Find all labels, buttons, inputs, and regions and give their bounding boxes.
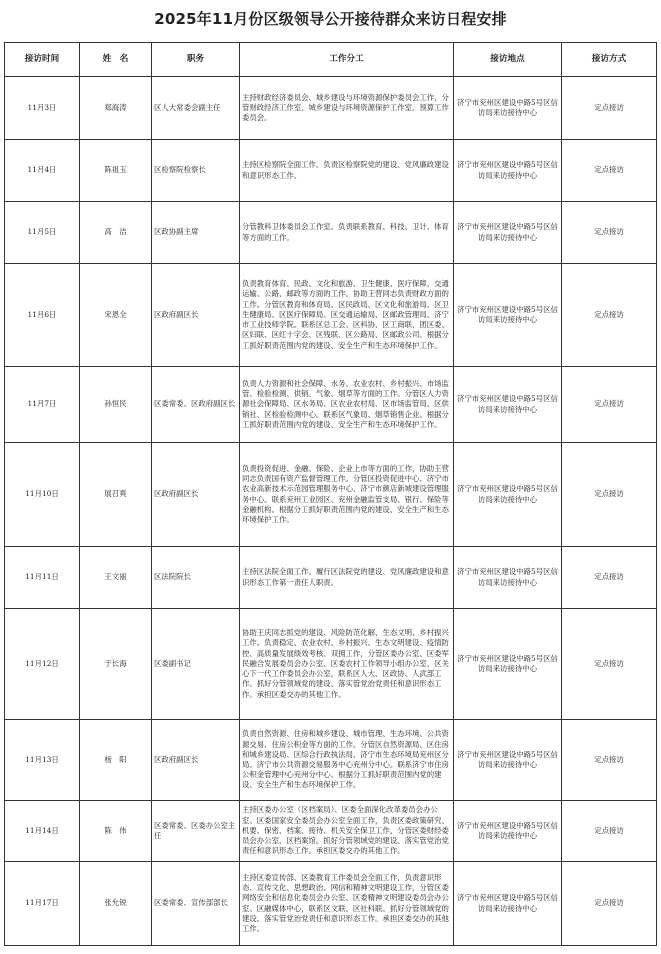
- cell-name: 于长海: [80, 609, 152, 720]
- cell-place: 济宁市兖州区建设中路5号区信访局来访接待中心: [454, 443, 562, 547]
- cell-date: 11月13日: [5, 720, 80, 801]
- cell-duty: 主持区检察院全面工作。负责区检察院党的建设、党风廉政建设和意识形态工作。: [240, 140, 454, 202]
- cell-date: 11月12日: [5, 609, 80, 720]
- cell-method: 定点接访: [562, 367, 657, 443]
- cell-place: 济宁市兖州区建设中路5号区信访局来访接待中心: [454, 720, 562, 801]
- cell-date: 11月3日: [5, 77, 80, 140]
- cell-method: 定点接访: [562, 443, 657, 547]
- cell-name: 张允锐: [80, 862, 152, 946]
- cell-post: 区委常委、区政府副区长: [152, 367, 240, 443]
- table-row: [5, 140, 657, 202]
- schedule-table: [4, 42, 657, 946]
- cell-duty: 负责投资促进、金融、保险、企业上市等方面的工作，协助王营同志负责国有资产监督管理工作。分管区投资促进中心、济宁市农业高新技术示范园管理服务中心、济宁市颜店新城建设管理服务中心。联系兖州工业园区、兖州金融监管支局、银行、保险等金融机构。根据分工抓好职责范围内党的建设、安全生产和生态环境保护工作。: [240, 443, 454, 547]
- table-row: [5, 443, 657, 547]
- table-row: [5, 202, 657, 264]
- cell-name: 陈祖玉: [80, 140, 152, 202]
- cell-date: 11月5日: [5, 202, 80, 264]
- cell-post: 区政府副区长: [152, 443, 240, 547]
- cell-place: 济宁市兖州区建设中路5号区信访局来访接待中心: [454, 609, 562, 720]
- cell-name: 宋恩全: [80, 264, 152, 367]
- table-row: [5, 862, 657, 946]
- cell-name: 杨 阳: [80, 720, 152, 801]
- cell-duty: 主持区法院全面工作。履行区法院党的建设、党风廉政建设和意识形态工作第一责任人职责。: [240, 547, 454, 609]
- cell-place: 济宁市兖州区建设中路5号区信访局来访接待中心: [454, 77, 562, 140]
- cell-post: 区政府副区长: [152, 720, 240, 801]
- cell-duty: 负责人力资源和社会保障、水务、农业农村、乡村振兴、市场监管、检验检测、供销、气象、烟草等方面的工作。分管区人力资源社会保障局、区水务局、区农业农村局、区市场监管局、区供销社、区检验检测中心。联系区气象局、烟草销售企业。根据分工抓好职责范围内党的建设、安全生产和生态环境保护工作。: [240, 367, 454, 443]
- page-title: 2025年11月份区级领导公开接待群众来访日程安排: [154, 10, 507, 28]
- cell-method: 定点接访: [562, 202, 657, 264]
- cell-date: 11月10日: [5, 443, 80, 547]
- header-place: 接访地点: [454, 43, 562, 77]
- cell-place: 济宁市兖州区建设中路5号区信访局来访接待中心: [454, 140, 562, 202]
- cell-post: 区检察院检察长: [152, 140, 240, 202]
- cell-date: 11月17日: [5, 862, 80, 946]
- cell-post: 区人大常委会副主任: [152, 77, 240, 140]
- table-row: [5, 77, 657, 140]
- table-row: [5, 801, 657, 862]
- header-name: 姓 名: [80, 43, 152, 77]
- cell-name: 王文丽: [80, 547, 152, 609]
- cell-method: 定点接访: [562, 77, 657, 140]
- cell-date: 11月6日: [5, 264, 80, 367]
- cell-duty: 负责教育体育、民政、文化和旅游、卫生健康、医疗保障、交通运输、公路、邮政等方面的工作。协助王营同志负责财政方面的工作。分管区教育和体育局、区民政局、区文化和旅游局、区卫生健康局、区医疗保障局、区交通运输局、区邮政管理局、济宁市工业技师学院。联系区总工会、区科协、区工商联、团区委、区妇联、区红十字会、区残联、区公路局、区邮政公司。根据分工抓好职责范围内党的建设、安全生产和生态环境保护工作。: [240, 264, 454, 367]
- header-date: 接访时间: [5, 43, 80, 77]
- cell-name: 郑海涛: [80, 77, 152, 140]
- cell-post: 区委常委、区委办公室主任: [152, 801, 240, 862]
- cell-post: 区政府副区长: [152, 264, 240, 367]
- cell-name: 展召爽: [80, 443, 152, 547]
- cell-method: 定点接访: [562, 609, 657, 720]
- cell-name: 高 洁: [80, 202, 152, 264]
- table-row: [5, 367, 657, 443]
- cell-method: 定点接访: [562, 720, 657, 801]
- cell-date: 11月11日: [5, 547, 80, 609]
- cell-date: 11月14日: [5, 801, 80, 862]
- cell-place: 济宁市兖州区建设中路5号区信访局来访接待中心: [454, 547, 562, 609]
- cell-duty: 主持财政经济委员会、城乡建设与环境资源保护委员会工作，分管财政经济工作室、城乡建设与环境资源保护工作室、预算工作委员会。: [240, 77, 454, 140]
- cell-method: 定点接访: [562, 140, 657, 202]
- cell-place: 济宁市兖州区建设中路5号区信访局来访接待中心: [454, 801, 562, 862]
- cell-method: 定点接访: [562, 801, 657, 862]
- cell-method: 定点接访: [562, 547, 657, 609]
- cell-post: 区委常委、宣传部部长: [152, 862, 240, 946]
- cell-post: 区政协副主席: [152, 202, 240, 264]
- cell-place: 济宁市兖州区建设中路5号区信访局来访接待中心: [454, 202, 562, 264]
- cell-method: 定点接访: [562, 862, 657, 946]
- header-duty: 工作分工: [240, 43, 454, 77]
- header-post: 职务: [152, 43, 240, 77]
- cell-duty: 负责自然资源、住房和城乡建设、城市管理、生态环境、公共资源交易、住房公积金等方面的工作。分管区自然资源局、区住房和城乡建设局、区综合行政执法局、济宁市生态环境局兖州区分局、济宁市公共资源交易服务中心兖州分中心。联系济宁市住房公积金管理中心兖州分中心。根据分工抓好职责范围内党的建设、安全生产和生态环境保护工作。: [240, 720, 454, 801]
- table-row: [5, 720, 657, 801]
- cell-name: 陈 伟: [80, 801, 152, 862]
- header-method: 接访方式: [562, 43, 657, 77]
- table-row: [5, 264, 657, 367]
- cell-post: 区委副书记: [152, 609, 240, 720]
- cell-date: 11月7日: [5, 367, 80, 443]
- table-header-row: [5, 43, 657, 77]
- cell-date: 11月4日: [5, 140, 80, 202]
- cell-name: 孙恒民: [80, 367, 152, 443]
- table-row: [5, 609, 657, 720]
- cell-duty: 分管教科卫体委员会工作室。负责联系教育、科技、卫计、体育等方面的工作。: [240, 202, 454, 264]
- cell-duty: 协助王庆同志抓党的建设、风险防范化解、生态文明、乡村振兴工作。负责稳定、农业农村、乡村振兴、生态文明建设、疫情防控、高质量发展绩效考核、双拥工作，分管区委办公室、区委军民融合发展委员会办公室、区委农村工作领导小组办公室、区关心下一代工作委员会办公室，联系区人大、区政协、人武部工作。抓好分管领域党的建设、落实管党治党责任和意识形态工作。承担区委交办的其他工作。: [240, 609, 454, 720]
- table-row: [5, 547, 657, 609]
- cell-place: 济宁市兖州区建设中路5号区信访局来访接待中心: [454, 862, 562, 946]
- cell-place: 济宁市兖州区建设中路5号区信访局来访接待中心: [454, 367, 562, 443]
- cell-method: 定点接访: [562, 264, 657, 367]
- cell-duty: 主持区委办公室（区档案局）、区委全面深化改革委员会办公室、区委国家安全委员会办公室全面工作，负责区委政策研究、机要、保密、档案、接待、机关安全保卫工作，分管区委财经委员会办公室、区档案馆。抓好分管领域党的建设、落实管党治党责任和意识形态工作。承担区委交办的其他工作。: [240, 801, 454, 862]
- cell-place: 济宁市兖州区建设中路5号区信访局来访接待中心: [454, 264, 562, 367]
- cell-post: 区法院院长: [152, 547, 240, 609]
- cell-duty: 主持区委宣传部、区委教育工作委员会全面工作，负责意识形态、宣传文化、思想政治、网信和精神文明建设工作，分管区委网络安全和信息化委员会办公室、区委精神文明建设委员会办公室、区融媒体中心，联系区文联、区社科联。抓好分管领域党的建设、落实管党治党责任和意识形态工作。承担区委交办的其他工作。: [240, 862, 454, 946]
